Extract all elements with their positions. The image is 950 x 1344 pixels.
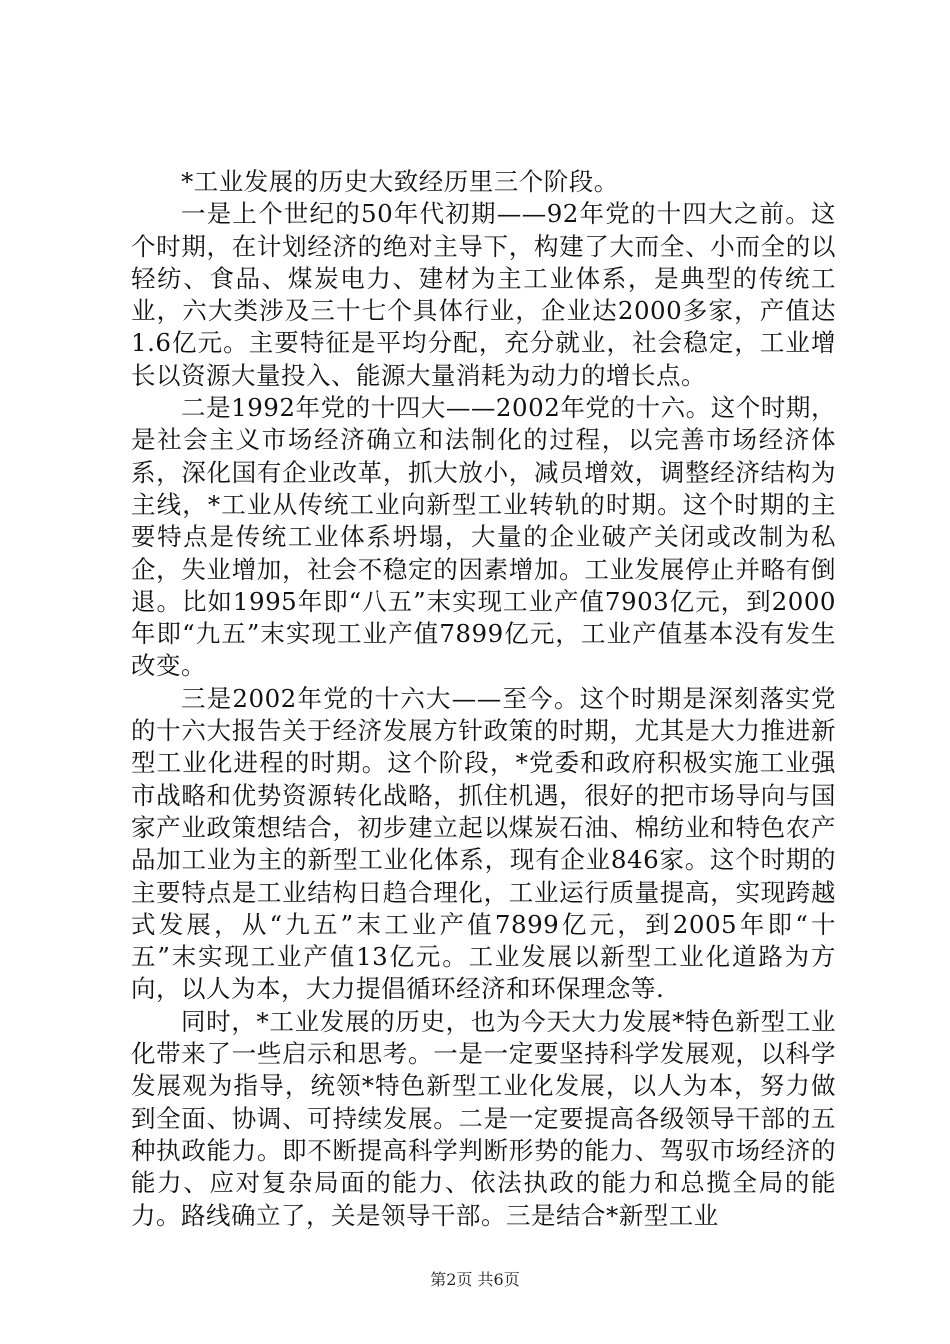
page-number-footer: 第2页 共6页 <box>430 1270 520 1289</box>
paragraph-stage-one: 一是上个世纪的50年代初期——92年党的十四大之前。这个时期，在计划经济的绝对主导下，构建了大而全、小而全的以轻纺、食品、煤炭电力、建材为主工业体系，是典型的传统工业，六大类涉及三十七个具体行业，企业达2000多家，产值达1.6亿元。主要特征是平均分配，充分就业，社会稳定，工业增长以资源大量投入、能源大量消耗为动力的增长点。 <box>131 199 836 390</box>
paragraph-stage-three: 三是2002年党的十六大——至今。这个时期是深刻落实党的十六大报告关于经济发展方针政策的时期，尤其是大力推进新型工业化进程的时期。这个阶段，*党委和政府积极实施工业强市战略和优势资源转化战略，抓住机遇，很好的把市场导向与国家产业政策想结合，初步建立起以煤炭石油、棉纺业和特色农产品加工业为主的新型工业化体系，现有企业846家。这个时期的主要特点是工业结构日趋合理化，工业运行质量提高，实现跨越式发展，从“九五”末工业产值7899亿元，到2005年即“十五”末实现工业产值13亿元。工业发展以新型工业化道路为方向，以人为本，大力提倡循环经济和环保理念等. <box>131 683 836 1004</box>
paragraph-reflection: 同时，*工业发展的历史，也为今天大力发展*特色新型工业化带来了一些启示和思考。一是一定要坚持科学发展观，以科学发展观为指导，统领*特色新型工业化发展，以人为本，努力做到全面、协调、可持续发展。二是一定要提高各级领导干部的五种执政能力。即不断提高科学判断形势的能力、驾驭市场经济的能力、应对复杂局面的能力、依法执政的能力和总揽全局的能力。路线确立了，关是领导干部。三是结合*新型工业 <box>131 1006 836 1230</box>
paragraph-intro: *工业发展的历史大致经历里三个阶段。 <box>181 167 619 196</box>
paragraph-stage-two: 二是1992年党的十四大——2002年党的十六。这个时期，是社会主义市场经济确立和法制化的过程，以完善市场经济体系，深化国有企业改革，抓大放小，减员增效，调整经济结构为主线，*工业从传统工业向新型工业转轨的时期。这个时期的主要特点是传统工业体系坍塌，大量的企业破产关闭或改制为私企，失业增加，社会不稳定的因素增加。工业发展停止并略有倒退。比如1995年即“八五”末实现工业产值7903亿元，到2000年即“九五”末实现工业产值7899亿元，工业产值基本没有发生改变。 <box>131 393 836 681</box>
document-body <box>131 166 836 1232</box>
